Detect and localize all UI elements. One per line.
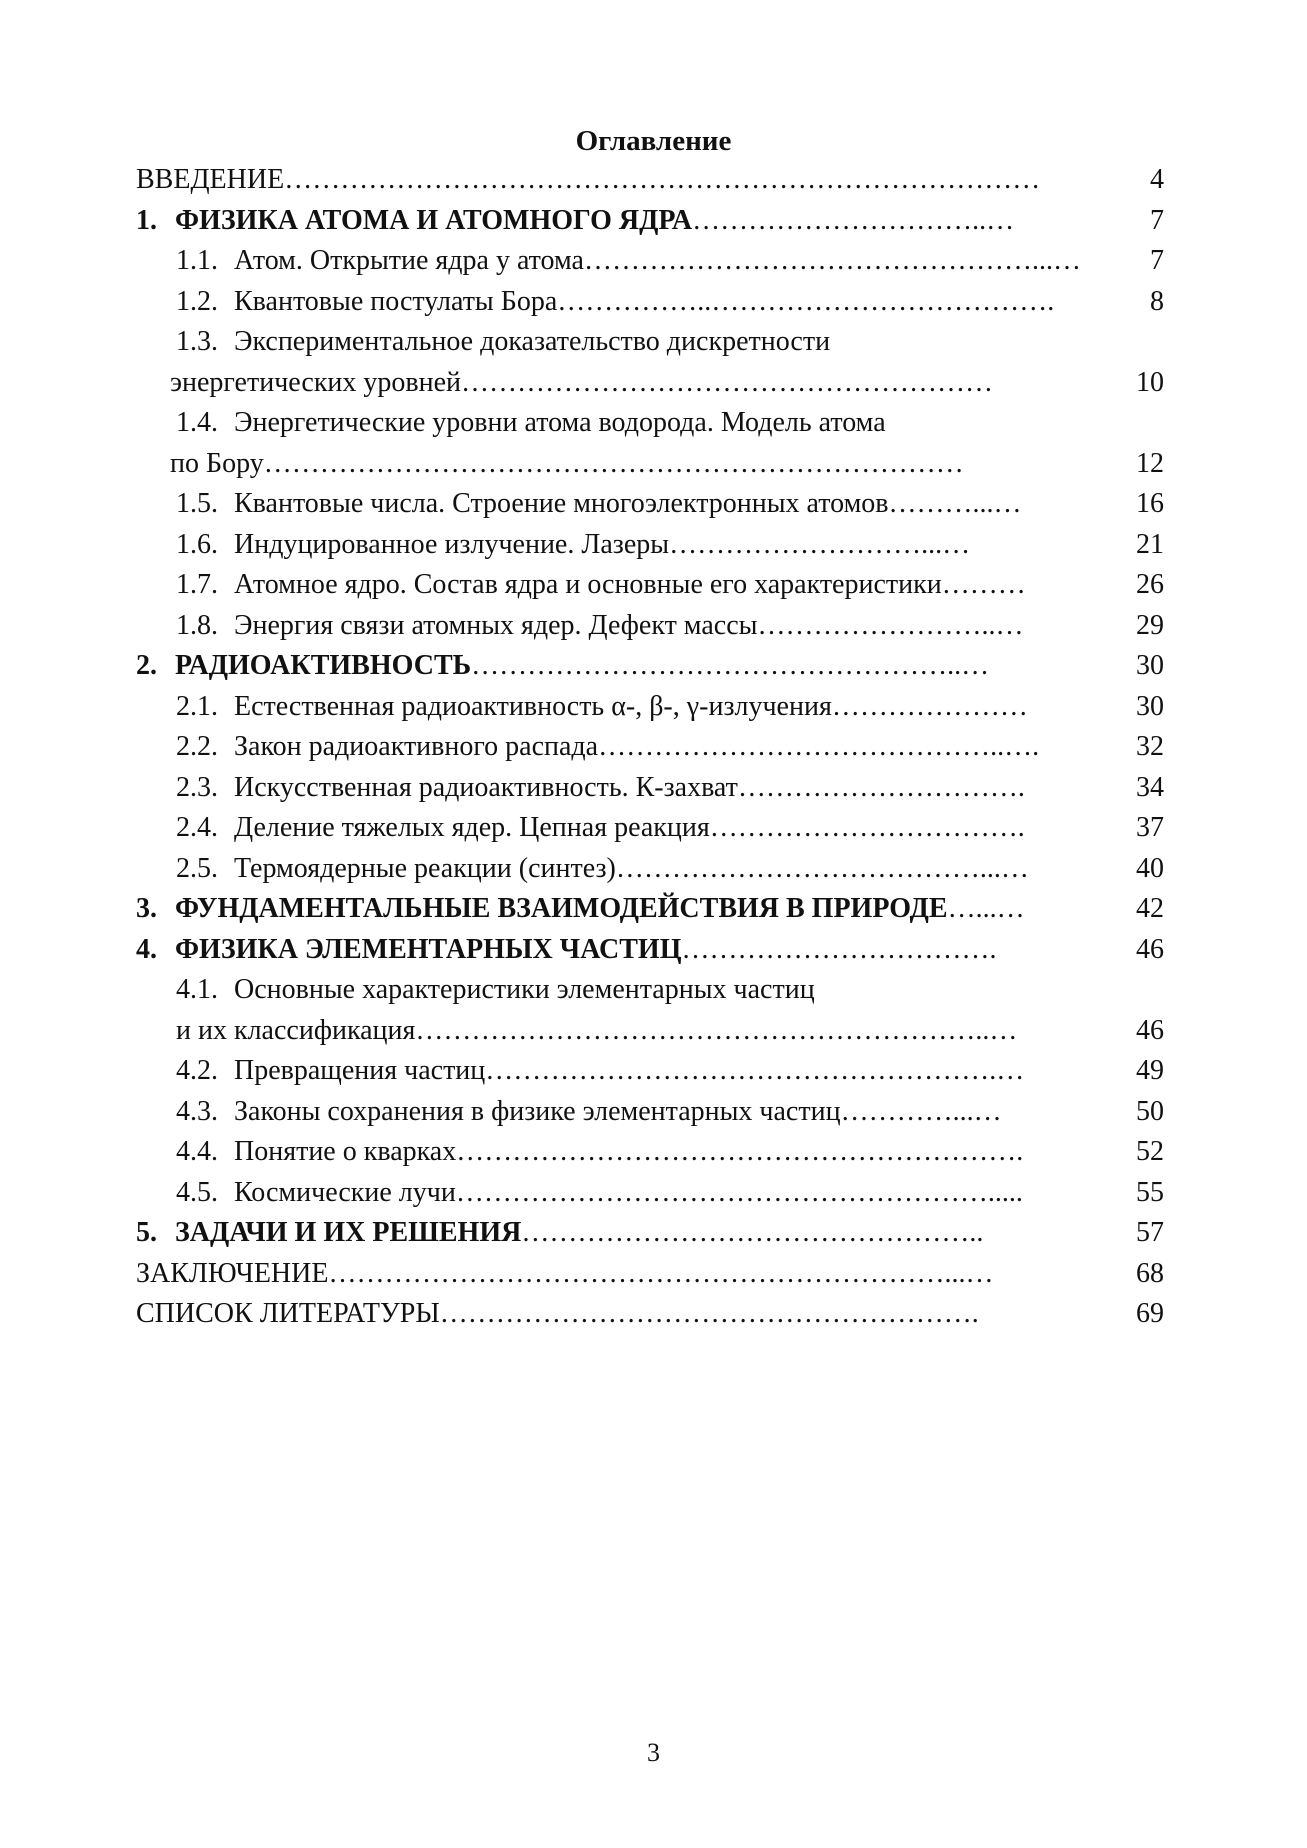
toc-leader-dots: …………………………………………..: [521, 1217, 984, 1248]
toc-entry-number: 1.1.: [176, 245, 218, 276]
toc-leader-dots: …………...…: [840, 1095, 1002, 1127]
toc-page-number: 40: [1136, 852, 1164, 884]
toc-page-number: 30: [1136, 650, 1164, 681]
toc-entry: [176, 282, 1102, 323]
toc-entry: [176, 565, 1102, 606]
toc-entry-number: 4.3.: [176, 1095, 218, 1127]
toc-entry-text: Деление тяжелых ядер. Цепная реакция: [234, 812, 710, 843]
toc-entry-number: 4.5.: [176, 1176, 218, 1208]
toc-row[interactable]: [0, 1051, 1307, 1092]
toc-row[interactable]: [0, 1011, 1307, 1052]
toc-entry-number: 4.: [136, 933, 157, 965]
toc-entry: [176, 768, 1102, 809]
toc-page-number: 32: [1136, 731, 1164, 762]
toc-row[interactable]: [0, 1173, 1307, 1214]
toc-entry-text: ЗАКЛЮЧЕНИЕ: [136, 1257, 329, 1289]
toc-entry-number: 4.2.: [176, 1055, 218, 1086]
toc-row[interactable]: [0, 1213, 1307, 1254]
toc-entry-text: Искусственная радиоактивность. К-захват: [234, 771, 738, 803]
toc-row[interactable]: [0, 1092, 1307, 1133]
toc-entry-number: 1.5.: [176, 488, 218, 519]
toc-leader-dots: …………………………………………………….: [456, 1136, 1024, 1167]
toc-leader-dots: ……………………………………………………..…: [415, 1014, 1018, 1046]
toc-entry: [136, 646, 1102, 687]
toc-row[interactable]: [0, 403, 1307, 444]
toc-row[interactable]: [0, 646, 1307, 687]
toc-entry-number: 1.8.: [176, 609, 218, 641]
toc-entry: [176, 241, 1102, 282]
toc-leader-dots: …………………………….: [681, 933, 997, 965]
toc-leader-dots: ………...…: [888, 488, 1022, 519]
toc-page-number: 26: [1136, 569, 1164, 600]
toc-row[interactable]: [0, 727, 1307, 768]
toc-entry-text: по Бору: [170, 447, 264, 479]
toc-entry: [170, 363, 1102, 404]
toc-row[interactable]: [0, 565, 1307, 606]
toc-entry-text: ЗАДАЧИ И ИХ РЕШЕНИЯ: [175, 1217, 522, 1248]
toc-page-number: 10: [1136, 366, 1164, 398]
toc-entry-number: 1.2.: [176, 285, 218, 317]
toc-entry-text: Законы сохранения в физике элементарных частиц: [234, 1095, 841, 1127]
toc-row[interactable]: [0, 768, 1307, 809]
toc-entry-text: и их классификация: [176, 1014, 416, 1046]
toc-row[interactable]: [0, 970, 1307, 1011]
toc-entry: [176, 727, 1102, 768]
toc-entry-number: 1.7.: [176, 569, 218, 600]
toc-row[interactable]: [0, 930, 1307, 971]
toc-entry: [136, 889, 1102, 930]
toc-page-number: 50: [1136, 1095, 1164, 1127]
toc-leader-dots: ……………..……………………………….: [557, 285, 1055, 317]
toc-page-number: 46: [1136, 933, 1164, 965]
toc-entry: [136, 1254, 1102, 1295]
toc-entry-number: 2.4.: [176, 812, 218, 843]
toc-row[interactable]: [0, 808, 1307, 849]
toc-entry-number: 5.: [136, 1217, 157, 1248]
toc-entry-text: Атом. Открытие ядра у атома: [234, 245, 584, 276]
toc-page-number: 4: [1150, 164, 1164, 195]
toc-entry-text: Экспериментальное доказательство дискретности: [234, 326, 831, 357]
toc-leader-dots: …………………………………………………………...…: [328, 1257, 994, 1289]
toc-entry: [136, 1294, 1102, 1335]
toc-entry-number: 2.: [136, 650, 157, 681]
toc-entry: [176, 1011, 1108, 1052]
toc-entry-text: Энергия связи атомных ядер. Дефект массы: [234, 609, 758, 641]
toc-leader-dots: …………………………..…: [692, 204, 1015, 236]
toc-page-number: 34: [1136, 771, 1164, 803]
toc-entry: [176, 403, 1102, 444]
toc-entry: [176, 849, 1102, 890]
toc-row[interactable]: [0, 849, 1307, 890]
toc-row[interactable]: [0, 889, 1307, 930]
toc-entry-text: Квантовые постулаты Бора: [234, 285, 558, 317]
table-of-contents: [0, 160, 1307, 1335]
toc-leader-dots: ……………………………………..….: [598, 731, 1040, 762]
toc-leader-dots: ………………………………………………….: [439, 1298, 979, 1329]
toc-row[interactable]: [0, 444, 1307, 485]
toc-leader-dots: …………………………………………...…: [583, 245, 1081, 276]
toc-leader-dots: ………………………………………………………………………: [284, 164, 1041, 195]
toc-row[interactable]: [0, 201, 1307, 242]
toc-leader-dots: …………………………………...…: [615, 852, 1029, 884]
toc-entry-text: Энергетические уровни атома водорода. Модель атома: [234, 407, 886, 438]
toc-row[interactable]: [0, 241, 1307, 282]
toc-entry-number: 1.6.: [176, 528, 218, 560]
toc-entry: [136, 160, 1102, 201]
toc-page-number: 42: [1136, 893, 1164, 924]
toc-entry: [170, 444, 1102, 485]
toc-entry-number: 1.4.: [176, 407, 218, 438]
toc-leader-dots: ……………………..…: [757, 609, 1024, 641]
toc-row[interactable]: [0, 1294, 1307, 1335]
toc-row[interactable]: [0, 322, 1307, 363]
toc-page-number: 21: [1136, 528, 1164, 560]
toc-leader-dots: ………………………...…: [669, 528, 971, 560]
toc-entry-text: энергетических уровней: [170, 366, 462, 398]
toc-leader-dots: …………………………………………………………………: [263, 447, 964, 479]
toc-entry: [176, 1051, 1102, 1092]
toc-entry-text: Понятие о кварках: [234, 1136, 457, 1167]
toc-row[interactable]: [0, 606, 1307, 647]
toc-entry-text: РАДИОАКТИВНОСТЬ: [175, 650, 472, 681]
toc-page-number: 49: [1136, 1055, 1164, 1086]
toc-entry-text: Основные характеристики элементарных частиц: [234, 974, 815, 1005]
toc-row[interactable]: [0, 1254, 1307, 1295]
toc-entry: [176, 606, 1102, 647]
toc-entry: [176, 1173, 1102, 1214]
toc-entry-number: 1.3.: [176, 326, 218, 357]
toc-page-number: 7: [1150, 245, 1164, 276]
toc-row[interactable]: [0, 160, 1307, 201]
toc-entry-text: Индуцированное излучение. Лазеры: [234, 528, 670, 560]
toc-entry: [176, 322, 1102, 363]
toc-entry-number: 3.: [136, 893, 157, 924]
toc-title: Оглавление: [575, 125, 732, 157]
toc-entry: [136, 930, 1102, 971]
toc-entry-text: ФУНДАМЕНТАЛЬНЫЕ ВЗАИМОДЕЙСТВИЯ В ПРИРОДЕ: [175, 893, 948, 924]
toc-entry-number: 2.1.: [176, 690, 218, 722]
toc-entry-number: 2.3.: [176, 771, 218, 803]
toc-page-number: 7: [1150, 204, 1164, 236]
toc-page-number: 8: [1150, 285, 1164, 317]
toc-entry-text: Превращения частиц: [234, 1055, 486, 1086]
toc-leader-dots: …………………: [831, 690, 1028, 722]
toc-page-number: 37: [1136, 812, 1164, 843]
toc-entry-text: Естественная радиоактивность α-, β-, γ-излучения: [234, 690, 832, 722]
toc-entry: [136, 1213, 1102, 1254]
toc-entry-text: Квантовые числа. Строение многоэлектронных атомов: [234, 488, 889, 519]
toc-leader-dots: …………………………………………………: [461, 366, 994, 398]
toc-page-number: 69: [1136, 1298, 1164, 1329]
toc-page-number: 68: [1136, 1257, 1164, 1289]
toc-entry: [176, 484, 1102, 525]
toc-entry: [176, 1132, 1102, 1173]
toc-page-number: 16: [1136, 488, 1164, 519]
toc-entry-number: 2.2.: [176, 731, 218, 762]
toc-entry-text: Атомное ядро. Состав ядра и основные его характеристики: [234, 569, 942, 600]
toc-entry: [176, 525, 1102, 566]
toc-leader-dots: ………………………….: [737, 771, 1025, 803]
toc-leader-dots: …………………………….: [709, 812, 1025, 843]
toc-leader-dots: ……………………………………………….…: [485, 1055, 1025, 1086]
toc-row[interactable]: [0, 687, 1307, 728]
toc-entry-text: СПИСОК ЛИТЕРАТУРЫ: [136, 1298, 440, 1329]
toc-entry: [176, 687, 1102, 728]
toc-row[interactable]: [0, 363, 1307, 404]
toc-entry-text: Космические лучи: [234, 1176, 456, 1208]
toc-entry-text: ФИЗИКА АТОМА И АТОМНОГО ЯДРА: [175, 204, 693, 236]
toc-entry-text: Закон радиоактивного распада: [234, 731, 599, 762]
toc-page-number: 52: [1136, 1136, 1164, 1167]
toc-page-number: 55: [1136, 1176, 1164, 1208]
toc-entry-number: 1.: [136, 204, 157, 236]
toc-leader-dots: ……………………………………………..…: [471, 650, 990, 681]
toc-entry-text: ВВЕДЕНИЕ: [136, 164, 285, 195]
toc-row[interactable]: [0, 1132, 1307, 1173]
toc-row[interactable]: [0, 282, 1307, 323]
toc-entry: [176, 970, 1102, 1011]
toc-entry-text: Термоядерные реакции (синтез): [234, 852, 616, 884]
toc-entry-number: 2.5.: [176, 852, 218, 884]
toc-page-number: 30: [1136, 690, 1164, 722]
page-number-footer: 3: [647, 1738, 660, 1767]
toc-entry: [136, 201, 1102, 242]
toc-leader-dots: ………: [941, 569, 1026, 600]
toc-page-number: 29: [1136, 609, 1164, 641]
toc-entry-text: ФИЗИКА ЭЛЕМЕНТАРНЫХ ЧАСТИЦ: [175, 933, 682, 965]
toc-entry: [176, 1092, 1102, 1133]
toc-entry: [176, 808, 1102, 849]
toc-row[interactable]: [0, 484, 1307, 525]
toc-page-number: 12: [1136, 447, 1164, 479]
toc-row[interactable]: [0, 525, 1307, 566]
toc-page-number: 46: [1136, 1014, 1164, 1046]
toc-page-number: 57: [1136, 1217, 1164, 1248]
toc-leader-dots: …...…: [947, 893, 1025, 924]
toc-leader-dots: ………………………………………………….....: [455, 1176, 1023, 1208]
toc-entry-number: 4.1.: [176, 974, 218, 1005]
toc-entry-number: 4.4.: [176, 1136, 218, 1167]
